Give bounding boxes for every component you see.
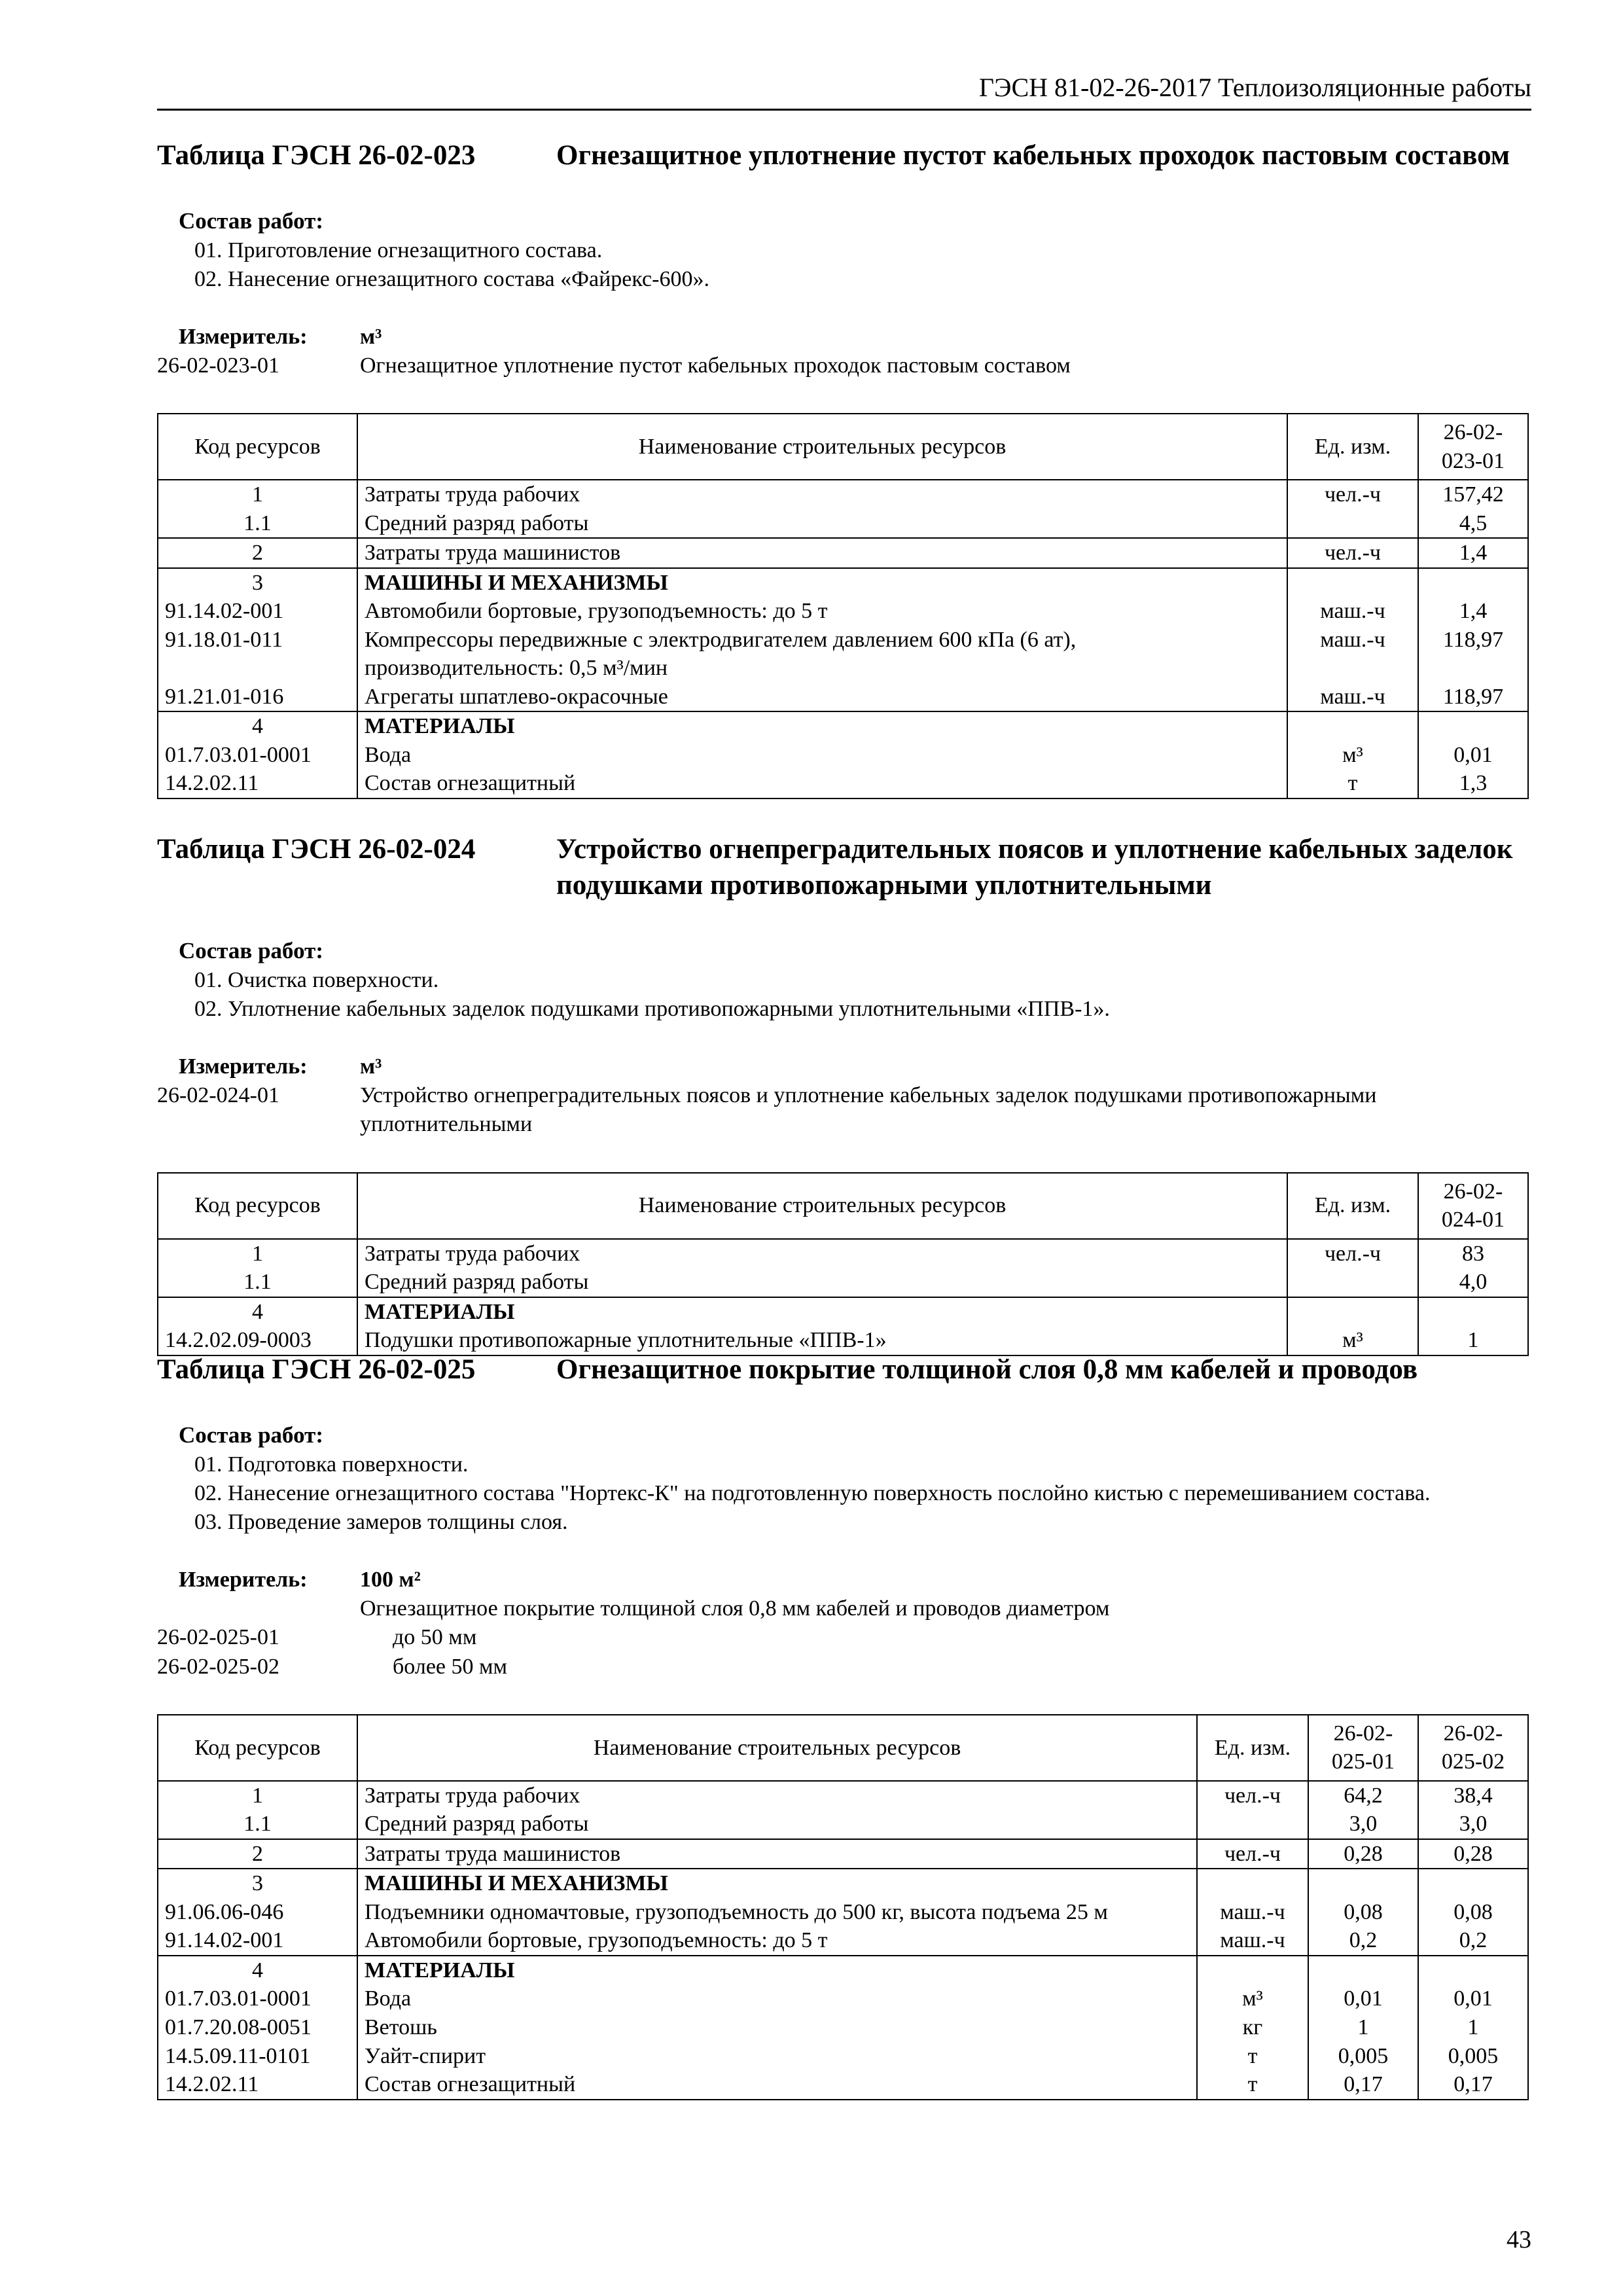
column-header: Код ресурсов xyxy=(158,1715,357,1781)
table-header-row xyxy=(158,414,1528,480)
table-row xyxy=(158,1268,1528,1297)
measure-desc-row xyxy=(157,1594,1531,1623)
resource-name: Подъемники одномачтовые, грузоподъемность до 500 кг, высота подъема 25 м xyxy=(357,1898,1197,1927)
resource-name: Затраты труда рабочих xyxy=(357,480,1287,509)
page-number: 43 xyxy=(1507,2226,1531,2253)
resource-code: 01.7.20.08-0051 xyxy=(158,2013,357,2042)
works-label: Состав работ: xyxy=(179,208,323,234)
section-title xyxy=(157,1352,1531,1388)
resource-code: 91.06.06-046 xyxy=(158,1898,357,1927)
resource-name: Затраты труда машинистов xyxy=(357,1839,1197,1869)
resource-code: 14.5.09.11-0101 xyxy=(158,2042,357,2071)
resource-value: 0,28 xyxy=(1418,1839,1528,1869)
resource-unit: маш.-ч xyxy=(1287,597,1418,626)
resource-value xyxy=(1308,1869,1418,1898)
resource-value: 118,97 xyxy=(1418,683,1528,712)
resource-name: Средний разряд работы xyxy=(357,509,1287,539)
table-header-row xyxy=(158,1173,1528,1239)
column-header: Код ресурсов xyxy=(158,1173,357,1239)
norm-code-row xyxy=(157,1623,1531,1652)
table-row xyxy=(158,597,1528,626)
resource-unit: м³ xyxy=(1197,1984,1308,2013)
column-header: Ед. изм. xyxy=(1287,414,1418,480)
measure-unit: м³ xyxy=(360,1054,382,1079)
resource-name: Ветошь xyxy=(357,2013,1197,2042)
works-item: 02. Нанесение огнезащитного состава "Нортекс-К" на подготовленную поверхность послойно кистью с перемешиванием состава. xyxy=(194,1480,1431,1505)
resource-code: 1.1 xyxy=(158,509,357,539)
resource-value: 1,3 xyxy=(1418,769,1528,798)
resource-code: 4 xyxy=(158,1956,357,1985)
resource-unit: м³ xyxy=(1287,741,1418,770)
measure-label: Измеритель: xyxy=(179,1568,308,1592)
section-title xyxy=(157,137,1531,173)
works-item: 01. Подготовка поверхности. xyxy=(194,1452,469,1477)
resource-name: Затраты труда рабочих xyxy=(357,1239,1287,1268)
table-row xyxy=(158,1297,1528,1327)
column-header: 26-02-025-02 xyxy=(1418,1715,1528,1781)
resource-unit xyxy=(1287,1297,1418,1327)
measure-block xyxy=(157,1566,1531,1681)
column-header: Код ресурсов xyxy=(158,414,357,480)
table-row xyxy=(158,1839,1528,1869)
measure-row xyxy=(157,1566,1531,1594)
table-row xyxy=(158,683,1528,712)
resource-value: 0,17 xyxy=(1308,2070,1418,2100)
resource-unit: т xyxy=(1197,2042,1308,2071)
table-row xyxy=(158,2042,1528,2071)
works-item: 02. Уплотнение кабельных заделок подушками противопожарными уплотнительными «ППВ-1». xyxy=(194,996,1110,1021)
resource-value: 1 xyxy=(1308,2013,1418,2042)
measure-row xyxy=(157,1052,1531,1081)
table-row xyxy=(158,2070,1528,2100)
resource-name: Уайт-спирит xyxy=(357,2042,1197,2071)
norm-code: 26-02-025-01 xyxy=(157,1625,279,1650)
table-row xyxy=(158,1810,1528,1839)
measure-unit: 100 м² xyxy=(360,1568,421,1592)
resource-name: МАТЕРИАЛЫ xyxy=(357,711,1287,741)
resource-name: МАТЕРИАЛЫ xyxy=(357,1956,1197,1985)
resource-value: 1,4 xyxy=(1418,538,1528,568)
resource-unit: маш.-ч xyxy=(1197,1926,1308,1956)
resource-unit: маш.-ч xyxy=(1197,1898,1308,1927)
resource-value: 4,0 xyxy=(1418,1268,1528,1297)
resource-value: 64,2 xyxy=(1308,1781,1418,1810)
table-row xyxy=(158,626,1528,683)
resource-code: 14.2.02.09-0003 xyxy=(158,1326,357,1355)
resource-value xyxy=(1418,1956,1528,1985)
resource-value: 0,005 xyxy=(1418,2042,1528,2071)
resource-value: 3,0 xyxy=(1308,1810,1418,1839)
resource-code: 01.7.03.01-0001 xyxy=(158,1984,357,2013)
resource-name: МАШИНЫ И МЕХАНИЗМЫ xyxy=(357,1869,1197,1898)
works-label: Состав работ: xyxy=(179,1422,323,1448)
column-header: Наименование строительных ресурсов xyxy=(357,1715,1197,1781)
norm-desc: более 50 мм xyxy=(393,1654,508,1679)
section-title xyxy=(157,831,1531,903)
norm-desc: до 50 мм xyxy=(393,1625,477,1650)
resource-name: МАШИНЫ И МЕХАНИЗМЫ xyxy=(357,568,1287,598)
table-title: Огнезащитное покрытие толщиной слоя 0,8 мм кабелей и проводов xyxy=(556,1354,1418,1385)
resource-value: 4,5 xyxy=(1418,509,1528,539)
resource-name: Агрегаты шпатлево-окрасочные xyxy=(357,683,1287,712)
norm-code: 26-02-025-02 xyxy=(157,1654,279,1679)
resource-value xyxy=(1418,711,1528,741)
resource-unit: чел.-ч xyxy=(1197,1839,1308,1869)
resource-value: 3,0 xyxy=(1418,1810,1528,1839)
measure-unit: м³ xyxy=(360,324,382,349)
works-list xyxy=(157,936,1531,1024)
resources-table xyxy=(157,413,1529,799)
resources-table xyxy=(157,1172,1529,1356)
resource-value xyxy=(1418,568,1528,598)
resource-value: 83 xyxy=(1418,1239,1528,1268)
resources-table xyxy=(157,1714,1529,2100)
resource-code: 91.14.02-001 xyxy=(158,1926,357,1956)
column-header: 26-02-024-01 xyxy=(1418,1173,1528,1239)
resource-unit: маш.-ч xyxy=(1287,683,1418,712)
resource-name: Компрессоры передвижные с электродвигателем давлением 600 кПа (6 ат), производительность: 0,5 м³/мин xyxy=(357,626,1287,683)
resource-value xyxy=(1418,1297,1528,1327)
resource-code: 3 xyxy=(158,568,357,598)
section-26-02-025 xyxy=(157,1352,1531,2100)
table-row xyxy=(158,2013,1528,2042)
table-row xyxy=(158,1984,1528,2013)
column-header: Наименование строительных ресурсов xyxy=(357,1173,1287,1239)
resource-name: Вода xyxy=(357,741,1287,770)
section-26-02-024 xyxy=(157,831,1531,1356)
works-item: 03. Проведение замеров толщины слоя. xyxy=(194,1509,568,1534)
resource-code: 91.18.01-011 xyxy=(158,626,357,683)
norm-code-row xyxy=(157,1653,1531,1681)
measure-desc: Огнезащитное покрытие толщиной слоя 0,8 мм кабелей и проводов диаметром xyxy=(360,1596,1110,1621)
resource-unit xyxy=(1197,1810,1308,1839)
measure-label: Измеритель: xyxy=(179,1054,308,1079)
measure-spacer xyxy=(157,1594,360,1623)
resource-name: Подушки противопожарные уплотнительные «ППВ-1» xyxy=(357,1326,1287,1355)
resource-code: 14.2.02.11 xyxy=(158,2070,357,2100)
measure-label: Измеритель: xyxy=(179,324,308,349)
measure-row xyxy=(157,323,1531,351)
resource-unit: т xyxy=(1197,2070,1308,2100)
resource-unit: маш.-ч xyxy=(1287,626,1418,683)
table-row xyxy=(158,769,1528,798)
resource-name: Автомобили бортовые, грузоподъемность: до 5 т xyxy=(357,597,1287,626)
column-header: 26-02-025-01 xyxy=(1308,1715,1418,1781)
works-list xyxy=(157,206,1531,294)
table-header-row xyxy=(158,1715,1528,1781)
measure-block xyxy=(157,323,1531,380)
resource-code: 4 xyxy=(158,711,357,741)
resource-name: Вода xyxy=(357,1984,1197,2013)
resource-code: 91.14.02-001 xyxy=(158,597,357,626)
resource-value: 0,08 xyxy=(1308,1898,1418,1927)
resource-unit: м³ xyxy=(1287,1326,1418,1355)
resource-value: 0,28 xyxy=(1308,1839,1418,1869)
norm-code: 26-02-023-01 xyxy=(157,353,279,378)
resource-value: 0,2 xyxy=(1418,1926,1528,1956)
norm-desc: Огнезащитное уплотнение пустот кабельных проходок пастовым составом xyxy=(360,353,1071,378)
resource-value: 0,08 xyxy=(1418,1898,1528,1927)
resource-code: 1 xyxy=(158,480,357,509)
resource-code: 2 xyxy=(158,1839,357,1869)
resource-unit xyxy=(1287,568,1418,598)
table-row xyxy=(158,711,1528,741)
table-row xyxy=(158,1869,1528,1898)
resource-unit: чел.-ч xyxy=(1287,480,1418,509)
resource-value: 118,97 xyxy=(1418,626,1528,683)
norm-code: 26-02-024-01 xyxy=(157,1083,279,1108)
resource-value: 0,01 xyxy=(1418,1984,1528,2013)
measure-block xyxy=(157,1052,1531,1139)
resource-name: Состав огнезащитный xyxy=(357,769,1287,798)
resource-code: 4 xyxy=(158,1297,357,1327)
section-26-02-023 xyxy=(157,137,1531,799)
works-item: 02. Нанесение огнезащитного состава «Файрекс-600». xyxy=(194,266,709,291)
table-row xyxy=(158,1781,1528,1810)
resource-name: Затраты труда рабочих xyxy=(357,1781,1197,1810)
norm-code-row xyxy=(157,1081,1531,1139)
table-title: Устройство огнепреградительных поясов и уплотнение кабельных заделок подушками противопожарными уплотнительными xyxy=(556,834,1513,901)
resource-code: 14.2.02.11 xyxy=(158,769,357,798)
resource-value: 38,4 xyxy=(1418,1781,1528,1810)
resource-code: 3 xyxy=(158,1869,357,1898)
resource-unit: чел.-ч xyxy=(1197,1781,1308,1810)
table-title: Огнезащитное уплотнение пустот кабельных проходок пастовым составом xyxy=(556,140,1510,171)
works-item: 01. Приготовление огнезащитного состава. xyxy=(194,238,603,262)
resource-unit: чел.-ч xyxy=(1287,1239,1418,1268)
resource-value xyxy=(1308,1956,1418,1985)
table-label: Таблица ГЭСН 26-02-024 xyxy=(157,834,476,865)
resource-value: 0,2 xyxy=(1308,1926,1418,1956)
resource-unit xyxy=(1197,1956,1308,1985)
works-item: 01. Очистка поверхности. xyxy=(194,967,439,992)
resource-code: 01.7.03.01-0001 xyxy=(158,741,357,770)
resource-value xyxy=(1418,1869,1528,1898)
resource-unit: кг xyxy=(1197,2013,1308,2042)
works-label: Состав работ: xyxy=(179,938,323,964)
table-row xyxy=(158,1239,1528,1268)
table-label: Таблица ГЭСН 26-02-025 xyxy=(157,1354,476,1385)
column-header: Наименование строительных ресурсов xyxy=(357,414,1287,480)
resource-value: 1 xyxy=(1418,2013,1528,2042)
resource-value: 0,01 xyxy=(1418,741,1528,770)
resource-code: 1 xyxy=(158,1781,357,1810)
resource-code: 1.1 xyxy=(158,1268,357,1297)
resource-code: 2 xyxy=(158,538,357,568)
table-row xyxy=(158,1956,1528,1985)
resource-unit xyxy=(1197,1869,1308,1898)
resource-value: 0,005 xyxy=(1308,2042,1418,2071)
resource-code: 1.1 xyxy=(158,1810,357,1839)
resource-unit xyxy=(1287,1268,1418,1297)
resource-value: 1,4 xyxy=(1418,597,1528,626)
norm-code-row xyxy=(157,351,1531,380)
table-row xyxy=(158,741,1528,770)
table-row xyxy=(158,509,1528,539)
table-row xyxy=(158,1926,1528,1956)
resource-code: 91.21.01-016 xyxy=(158,683,357,712)
works-list xyxy=(157,1420,1531,1537)
resource-name: МАТЕРИАЛЫ xyxy=(357,1297,1287,1327)
resource-name: Автомобили бортовые, грузоподъемность: до 5 т xyxy=(357,1926,1197,1956)
resource-code: 1 xyxy=(158,1239,357,1268)
resource-name: Средний разряд работы xyxy=(357,1810,1197,1839)
resource-value: 157,42 xyxy=(1418,480,1528,509)
resource-name: Состав огнезащитный xyxy=(357,2070,1197,2100)
resource-unit: т xyxy=(1287,769,1418,798)
norm-desc: Устройство огнепреградительных поясов и уплотнение кабельных заделок подушками противопожарными уплотнительными xyxy=(360,1083,1377,1137)
column-header: Ед. изм. xyxy=(1287,1173,1418,1239)
table-row xyxy=(158,568,1528,598)
table-row xyxy=(158,538,1528,568)
resource-name: Средний разряд работы xyxy=(357,1268,1287,1297)
resource-value: 0,01 xyxy=(1308,1984,1418,2013)
resource-unit: чел.-ч xyxy=(1287,538,1418,568)
resource-name: Затраты труда машинистов xyxy=(357,538,1287,568)
table-row xyxy=(158,480,1528,509)
running-header: ГЭСН 81-02-26-2017 Теплоизоляционные работы xyxy=(157,71,1531,111)
table-row xyxy=(158,1326,1528,1355)
resource-value: 1 xyxy=(1418,1326,1528,1355)
column-header: Ед. изм. xyxy=(1197,1715,1308,1781)
table-label: Таблица ГЭСН 26-02-023 xyxy=(157,140,476,171)
table-row xyxy=(158,1898,1528,1927)
resource-unit xyxy=(1287,711,1418,741)
column-header: 26-02-023-01 xyxy=(1418,414,1528,480)
resource-value: 0,17 xyxy=(1418,2070,1528,2100)
resource-unit xyxy=(1287,509,1418,539)
